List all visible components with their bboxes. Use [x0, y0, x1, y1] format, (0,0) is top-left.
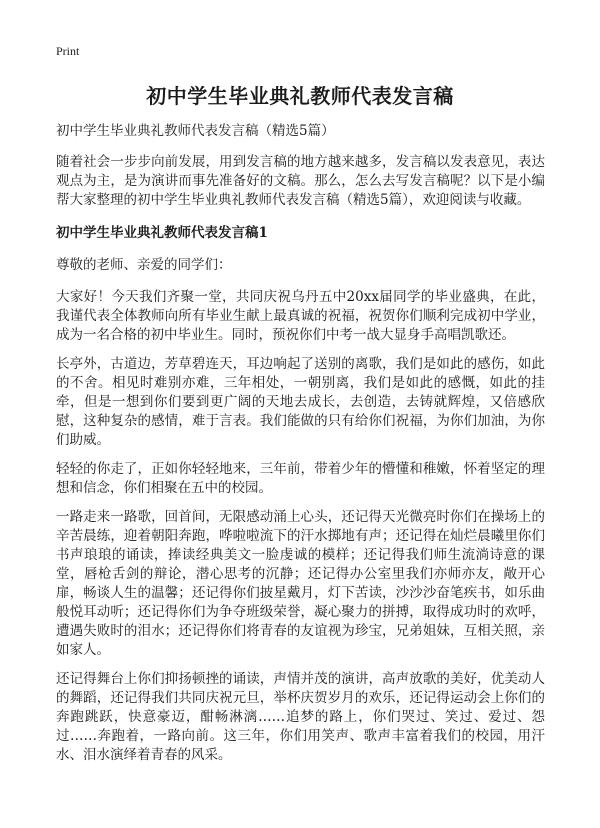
page-title: 初中学生毕业典礼教师代表发言稿 [146, 84, 454, 108]
intro-paragraph: 随着社会一步步向前发展，用到发言稿的地方越来越多，发言稿以发表意见，表达观点为主，是为演讲而事先准备好的文稿。那么，怎么去写发言稿呢？以下是小编帮大家整理的初中学生毕业典礼教师代表发言稿（精选5篇），欢迎阅读与收藏。 [56, 154, 545, 208]
body-paragraph: 长亭外，古道边，芳草碧连天，耳边响起了送别的离歌，我们是如此的感伤，如此的不舍。相见时难别亦难，三年相处，一朝别离，我们是如此的感慨，如此的挂牵，但是一想到你们要到更广阔的天地去成长，去创造，去铸就辉煌，又倍感欣慰，这种复杂的感情，难于言表。我们能做的只有给你们祝福，为你们加油，为你们助威。 [56, 356, 545, 448]
section-heading: 初中学生毕业典礼教师代表发言稿1 [56, 225, 268, 241]
print-link[interactable]: Print [56, 44, 80, 58]
body-paragraph: 一路走来一路歌，回首间，无限感动涌上心头，还记得天光微亮时你们在操场上的辛苦晨练，迎着朝阳奔跑，哗啦啦流下的汗水掷地有声；还记得在灿烂晨曦里你们书声琅琅的诵读，捧读经典美文一脸虔诚的模样；还记得我们师生流淌诗意的课堂，唇枪舌剑的辩论，潜心思考的沉静；还记得办公室里我们亦师亦友，敞开心扉，畅谈人生的温馨；还记得你们披星戴月，灯下苦读，沙沙沙奋笔疾书，如乐曲般悦耳动听；还记得你们为争夺班级荣誉，凝心聚力的拼搏，取得成功时的欢呼，遭遇失败时的泪水；还记得你们将青春的友谊视为珍宝，兄弟姐妹，互相关照，亲如家人。 [56, 509, 545, 658]
body-paragraph: 大家好！今天我们齐聚一堂，共同庆祝乌丹五中20xx届同学的毕业盛典，在此，我谨代表全体教师向所有毕业生献上最真诚的祝福，祝贺你们顺利完成初中学业，成为一名合格的初中毕业生。同时，预祝你们中考一战大显身手高唱凯歌还。 [56, 289, 545, 343]
body-paragraph: 还记得舞台上你们抑扬顿挫的诵读，声情并茂的演讲，高声放歌的美好，优美动人的舞蹈，还记得我们共同庆祝元旦，举杯庆贺岁月的欢乐，还记得运动会上你们的奔跑跳跃，快意豪迈，酣畅淋漓……追梦的路上，你们哭过、笑过、爱过、怨过……奔跑着，一路向前。这三年，你们用笑声、歌声丰富着我们的校园，用汗水、泪水演绎着青春的风采。 [56, 671, 545, 763]
document-body [56, 122, 545, 775]
document-subtitle: 初中学生毕业典礼教师代表发言稿（精选5篇） [56, 123, 335, 139]
body-paragraph: 轻轻的你走了，正如你轻轻地来，三年前，带着少年的懵懂和稚嫩，怀着坚定的理想和信念，你们相聚在五中的校园。 [56, 461, 545, 496]
salutation: 尊敬的老师、亲爱的同学们： [56, 257, 232, 273]
